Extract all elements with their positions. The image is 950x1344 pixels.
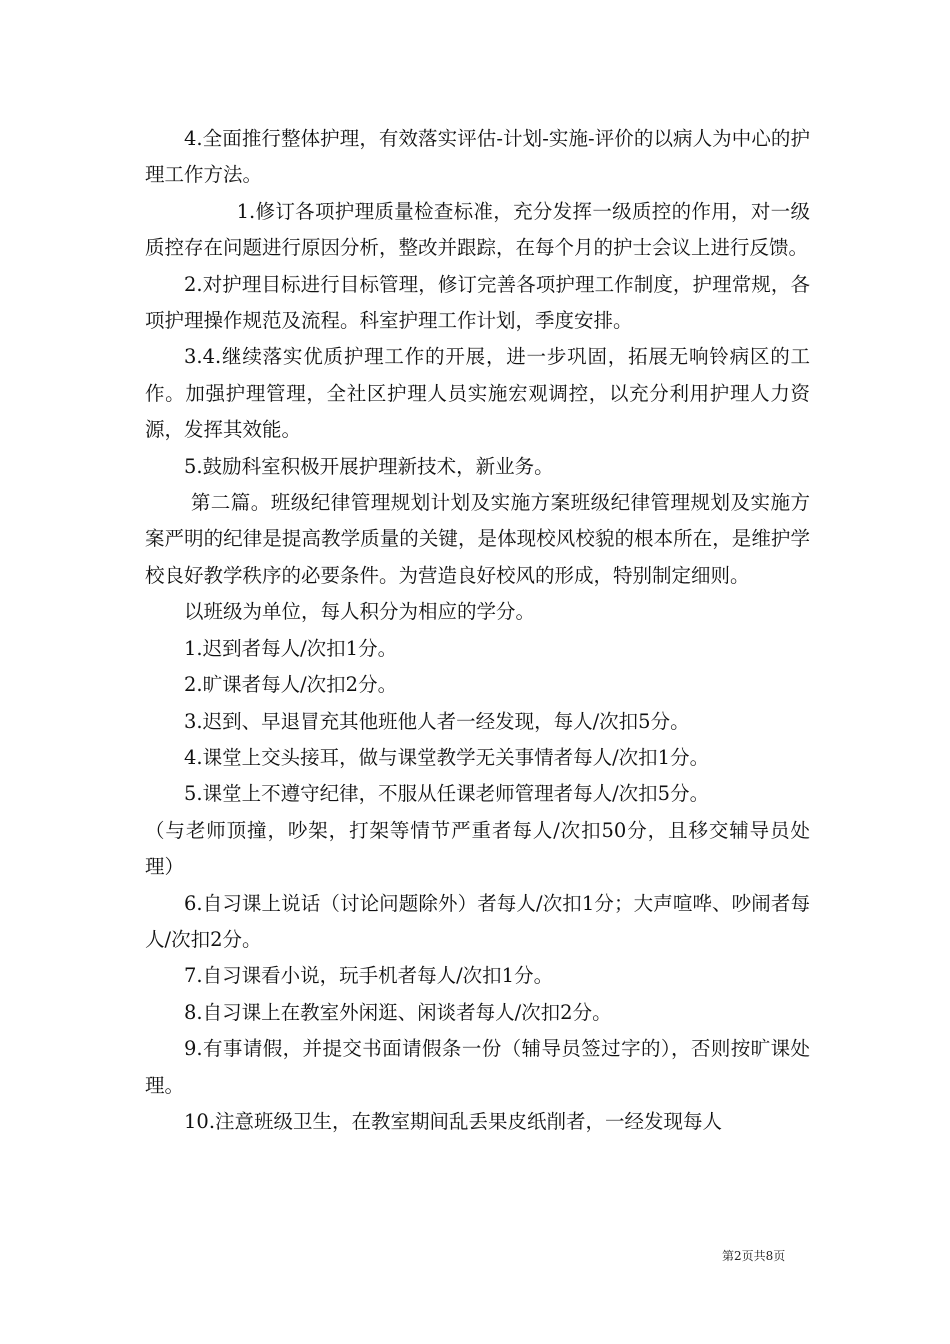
rule-9-leave-request: 9.有事请假，并提交书面请假条一份（辅导员签过字的），否则按旷课处理。 — [145, 1037, 810, 1097]
rule-7-phone-novel: 7.自习课看小说，玩手机者每人/次扣1分。 — [184, 964, 554, 988]
paragraph-part-two-intro: 第二篇。班级纪律管理规划计划及实施方案班级纪律管理规划及实施方案严明的纪律是提高教学质量的关键，是体现校风校貌的根本所在，是维护学校良好教学秩序的必要条件。为营造良好校风的形成，特别制定细则。 — [145, 491, 810, 587]
paragraph-5-new-technology: 5.鼓励科室积极开展护理新技术，新业务。 — [184, 454, 554, 478]
rule-4-whispering: 4.课堂上交头接耳，做与课堂教学无关事情者每人/次扣1分。 — [184, 745, 710, 769]
rule-2-absent: 2.旷课者每人/次扣2分。 — [184, 673, 398, 697]
rule-8-wandering: 8.自习课上在教室外闲逛、闲谈者每人/次扣2分。 — [184, 1000, 612, 1024]
page-number: 第2页共8页 — [722, 1249, 786, 1263]
rule-6-self-study-talking: 6.自习课上说话（讨论问题除外）者每人/次扣1分；大声喧哗、吵闹者每人/次扣2分。 — [145, 891, 810, 951]
paragraph-3-4-quality-nursing: 3.4.继续落实优质护理工作的开展，进一步巩固，拓展无响铃病区的工作。加强护理管理，全社区护理人员实施宏观调控，以充分利用护理人力资源，发挥其效能。 — [145, 345, 810, 442]
paragraph-1-quality-standards: 1.修订各项护理质量检查标准，充分发挥一级质控的作用，对一级质控存在问题进行原因分析，整改并跟踪，在每个月的护士会议上进行反馈。 — [145, 199, 810, 260]
document-body — [145, 121, 810, 1140]
rule-5-note: （与老师顶撞，吵架，打架等情节严重者每人/次扣50分，且移交辅导员处理） — [145, 818, 810, 879]
paragraph-2-target-management: 2.对护理目标进行目标管理，修订完善各项护理工作制度，护理常规，各项护理操作规范及流程。科室护理工作计划，季度安排。 — [145, 272, 810, 333]
paragraph-class-unit: 以班级为单位，每人积分为相应的学分。 — [184, 600, 536, 624]
rule-3-impersonation: 3.迟到、早退冒充其他班他人者一经发现，每人/次扣5分。 — [184, 709, 690, 733]
rule-10-hygiene: 10.注意班级卫生，在教室期间乱丢果皮纸削者，一经发现每人 — [184, 1109, 723, 1133]
rule-1-late: 1.迟到者每人/次扣1分。 — [184, 636, 398, 660]
paragraph-4-holistic-nursing: 4.全面推行整体护理，有效落实评估-计划-实施-评价的以病人为中心的护理工作方法。 — [145, 127, 810, 187]
rule-5-discipline: 5.课堂上不遵守纪律，不服从任课老师管理者每人/次扣5分。 — [184, 782, 710, 806]
